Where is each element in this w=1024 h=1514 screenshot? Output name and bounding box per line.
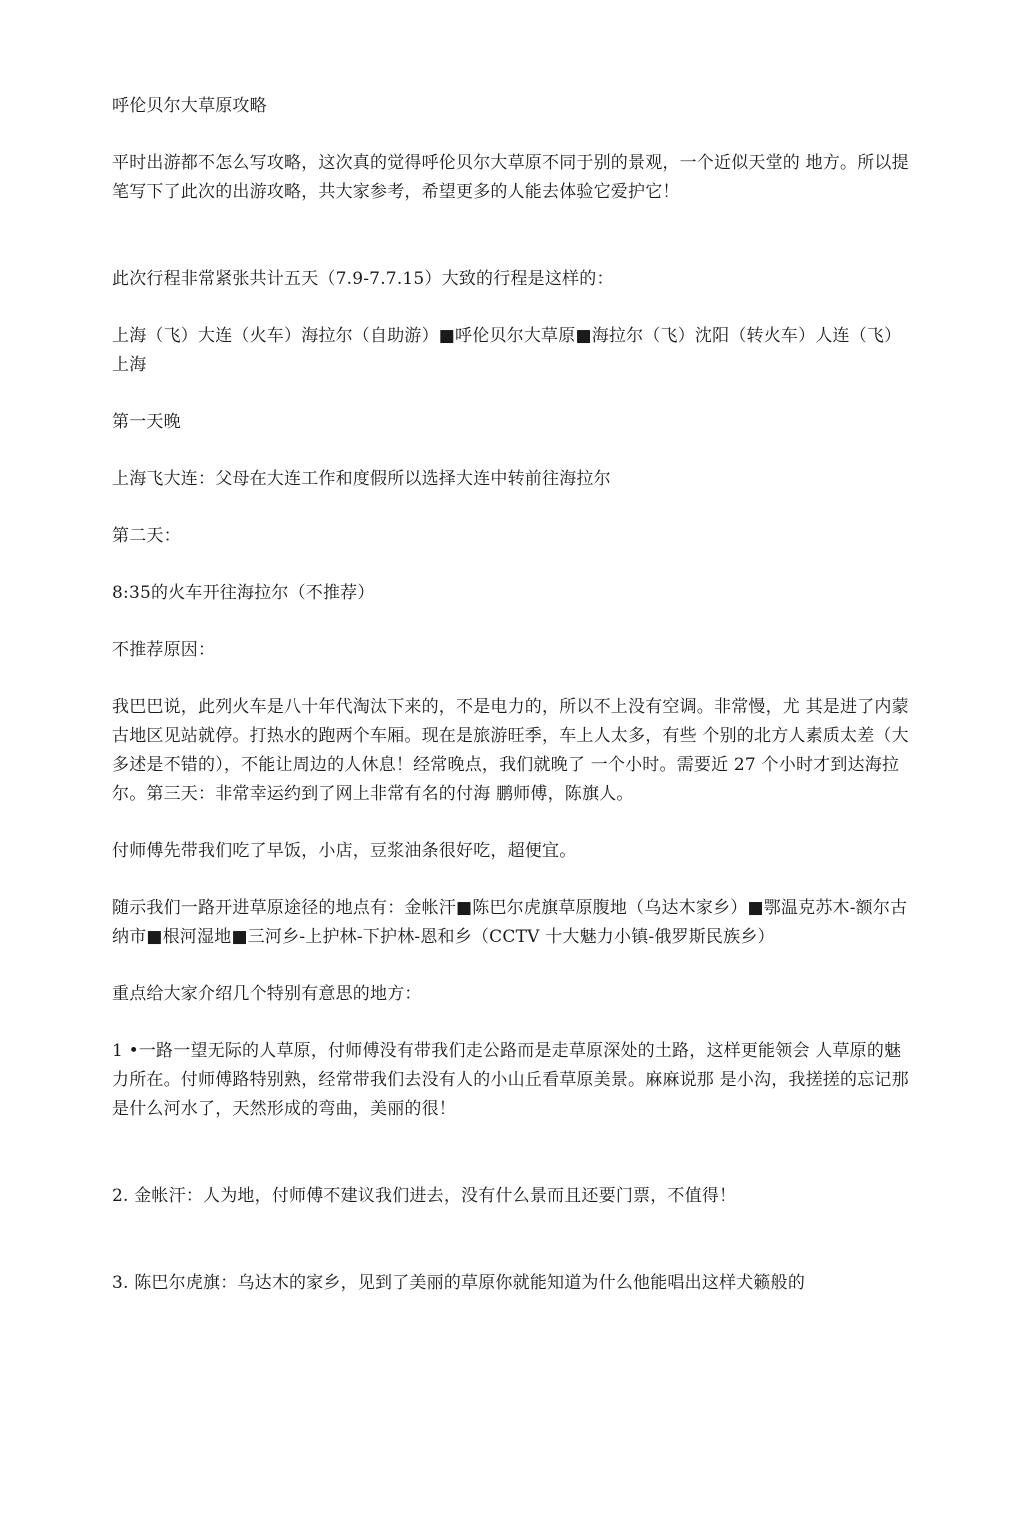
paragraph-breakfast: 付师傅先带我们吃了早饭，小店，豆浆油条很好吃，超便宜。 — [112, 841, 577, 861]
paragraph-day1-body: 上海飞大连：父母在大连工作和度假所以选择大连中转前往海拉尔 — [112, 469, 611, 489]
paragraph-route-points: 随示我们一路开进草原途径的地点有：金帐汗■陈巴尔虎旗草原腹地（乌达木家乡）■鄂温克苏木-额尔古纳市■根河湿地■三河乡-上护林-下护林-恩和乡（CCTV 十大魅力小镇-俄罗斯民族乡） — [112, 898, 908, 947]
paragraph-itinerary-summary: 此次行程非常紧张共计五天（7.9-7.7.15）大致的行程是这样的： — [112, 269, 614, 289]
paragraph-route: 上海（飞）大连（火车）海拉尔（自助游）■呼伦贝尔大草原■海拉尔（飞）沈阳（转火车）人连（飞）上海 — [112, 326, 902, 375]
paragraph-train: 8:35的火车开往海拉尔（不推荐） — [112, 583, 375, 603]
paragraph-highlights-heading: 重点给大家介绍几个特别有意思的地方： — [112, 984, 422, 1004]
paragraph-day1-heading: 第一天晚 — [112, 412, 181, 432]
document-page — [112, 92, 912, 1298]
document-title: 呼伦贝尔大草原攻略 — [112, 96, 267, 116]
paragraph-reasons-heading: 不推荐原因： — [112, 640, 216, 660]
paragraph-highlight-2: 2. 金帐汗：人为地，付师傅不建议我们进去，没有什么景而且还要门票，不值得！ — [112, 1186, 737, 1206]
paragraph-highlight-1: 1 •一路一望无际的人草原，付师傅没有带我们走公路而是走草原深处的土路，这样更能领会 人草原的魅力所在。付师傅路特别熟，经常带我们去没有人的小山丘看草原美景。麻麻说那 是小沟，我搓搓的忘记那是什么河水了，天然形成的弯曲，美丽的很！ — [112, 1041, 909, 1119]
paragraph-reasons-body: 我巴巴说，此列火车是八十年代淘汰下来的，不是电力的，所以不上没有空调。非常慢，尤 其是进了内蒙古地区见站就停。打热水的跑两个车厢。现在是旅游旺季，车上人太多，有些 个别的北方人素质太差（大多述是不错的），不能让周边的人休息！经常晚点，我们就晚了 一个小时。需要近 27 个小时才到达海拉尔。第三天：非常幸运约到了网上非常有名的付海 鹏师傅，陈旗人。 — [112, 697, 909, 804]
paragraph-intro: 平时出游都不怎么写攻略，这次真的觉得呼伦贝尔大草原不同于别的景观，一个近似天堂的 地方。所以提笔写下了此次的出游攻略，共大家参考，希望更多的人能去体验它爱护它！ — [112, 153, 909, 202]
paragraph-day2-heading: 第二天： — [112, 526, 181, 546]
paragraph-highlight-3: 3. 陈巴尔虎旗：乌达木的家乡，见到了美丽的草原你就能知道为什么他能唱出这样犬籁般的 — [112, 1273, 806, 1293]
